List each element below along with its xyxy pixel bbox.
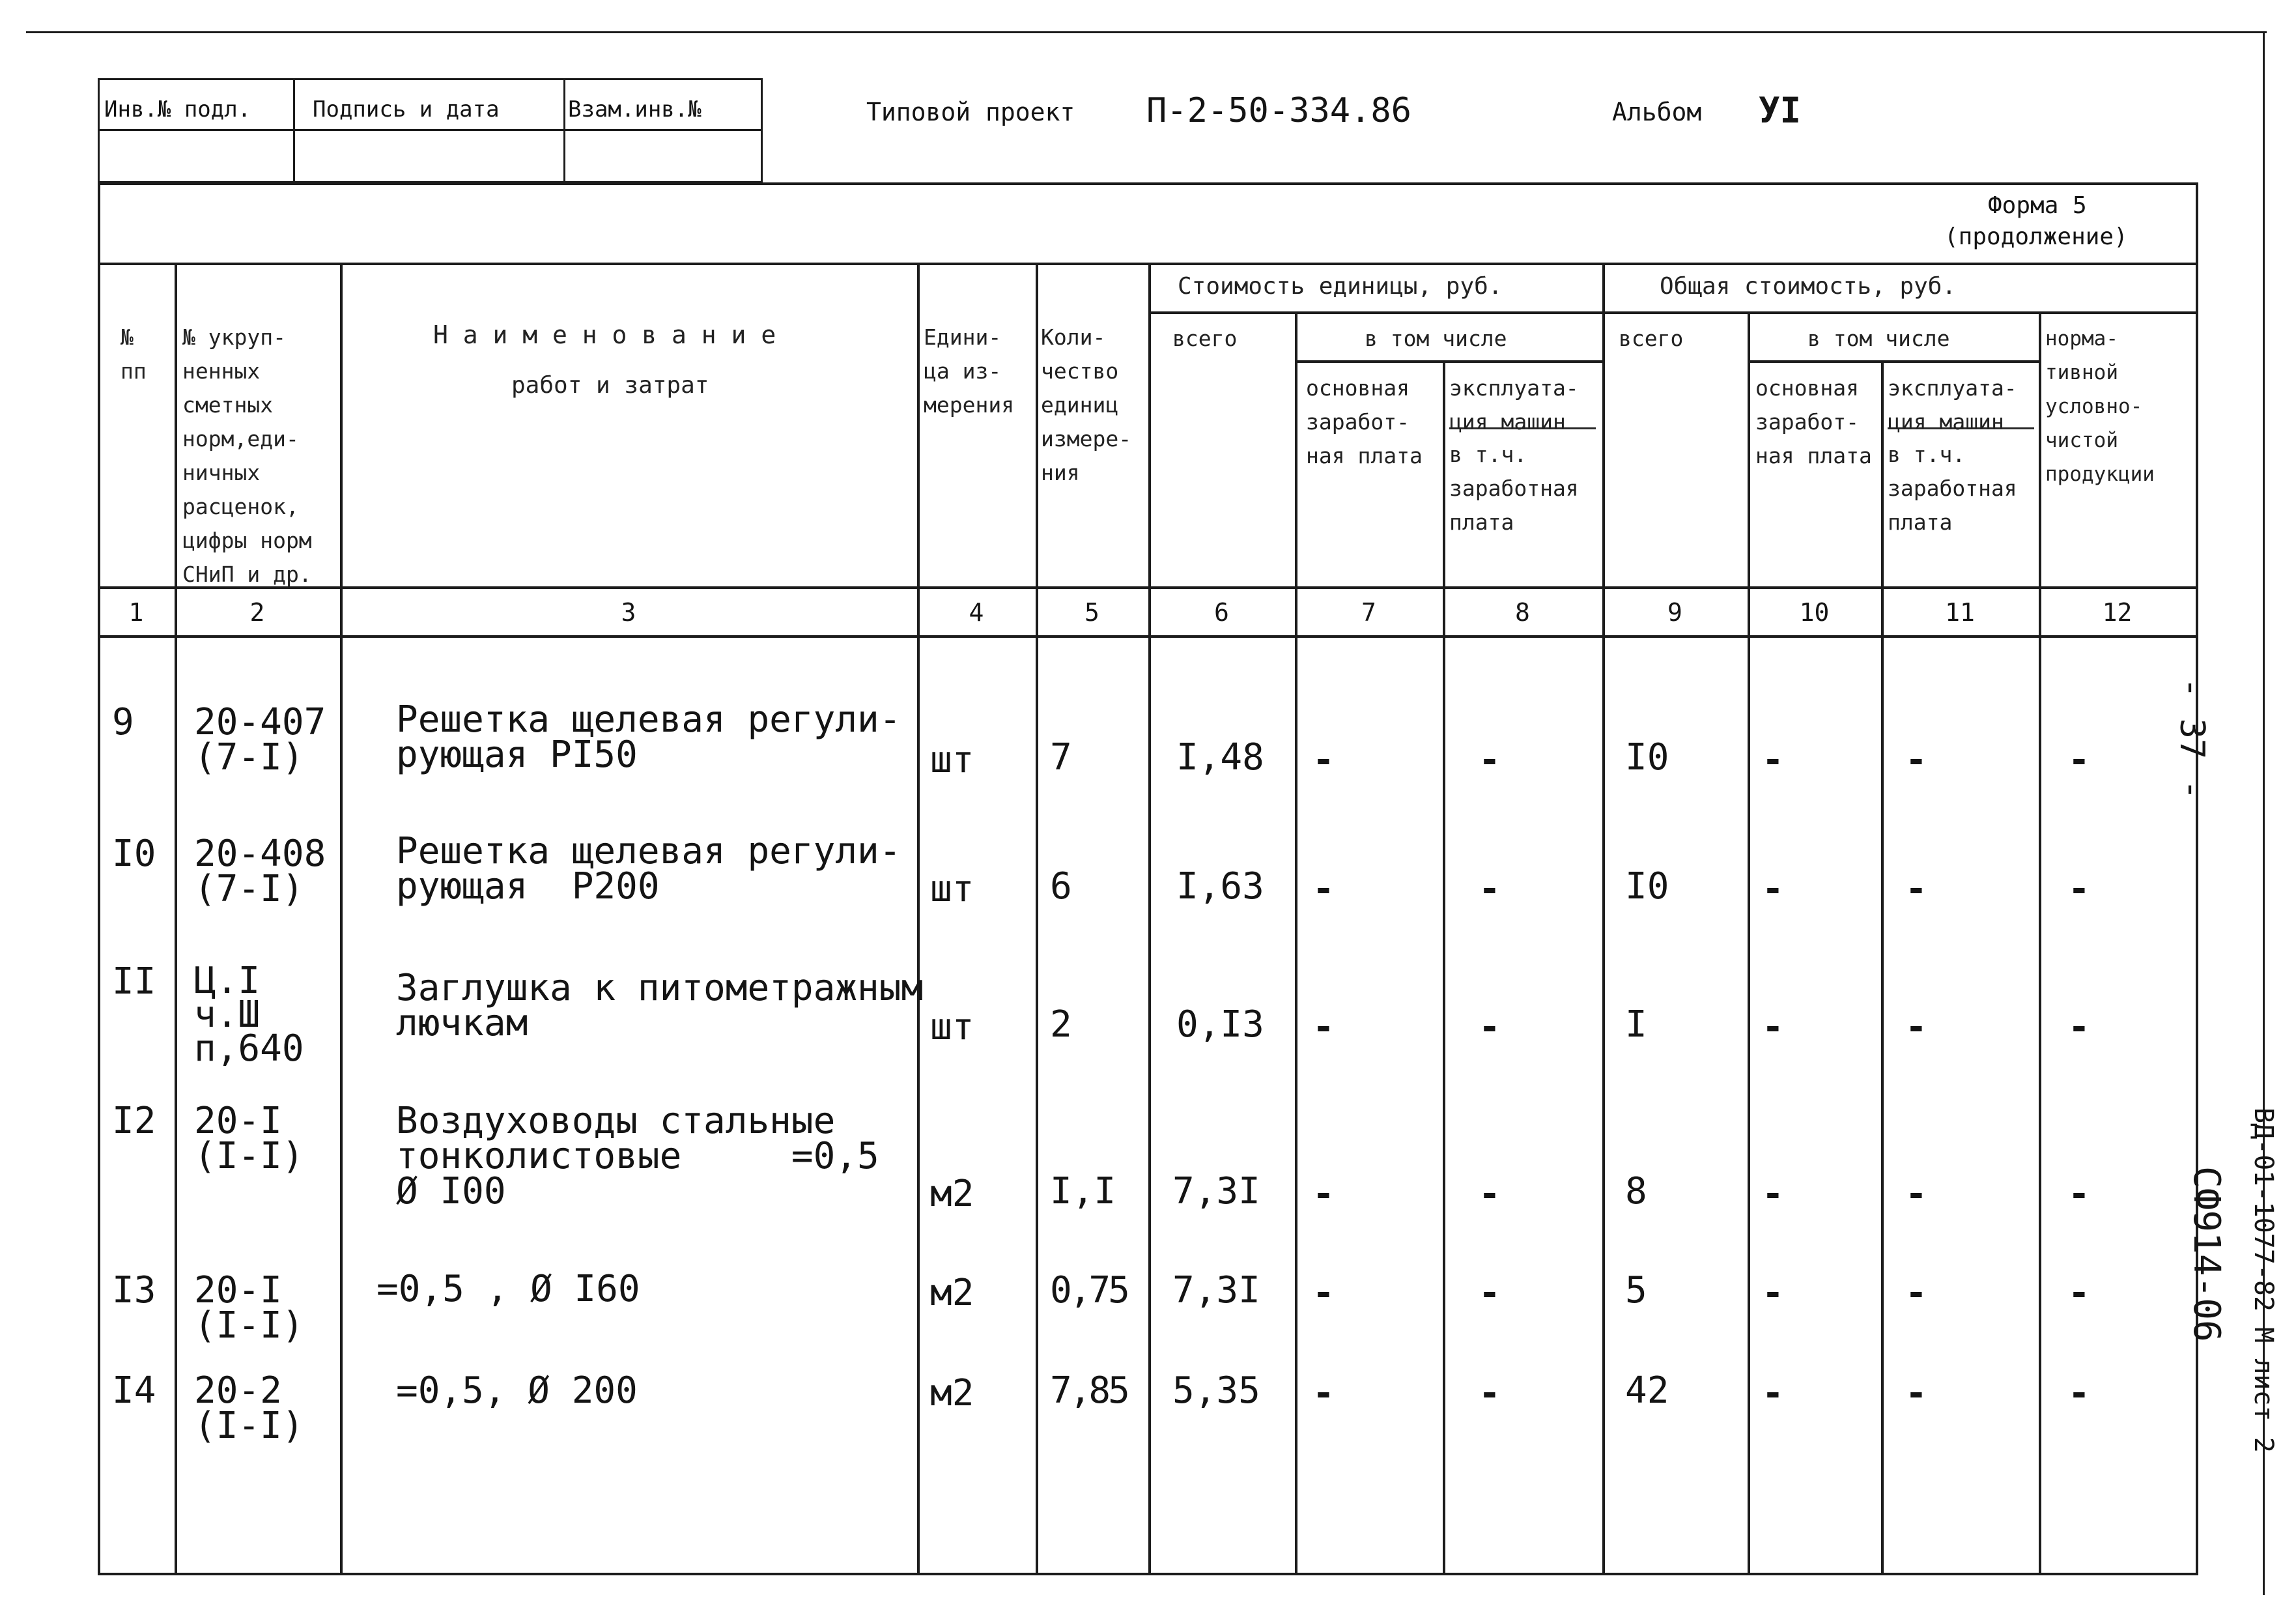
row-number: I0 xyxy=(112,833,156,875)
header-name: Н а и м е н о в а н и е xyxy=(433,321,776,349)
row-number: I4 xyxy=(112,1369,156,1412)
row-unit-machines: - xyxy=(1479,1173,1501,1215)
row-total-machines: - xyxy=(1905,1372,1927,1414)
row-net-output: - xyxy=(2068,1372,2090,1414)
row-name: Решетка щелевая регули- рующая Р200 xyxy=(396,830,901,908)
row-number: I3 xyxy=(112,1269,156,1311)
row-net-output: - xyxy=(2068,739,2090,781)
row-unit-total: 7,3I xyxy=(1172,1269,1260,1311)
row-net-output: - xyxy=(2068,1006,2090,1048)
header-name-sub: работ и затрат xyxy=(511,372,709,399)
row-total: 5 xyxy=(1625,1269,1647,1311)
header-net-output: норма- тивной условно- чистой продукции xyxy=(2045,327,2155,486)
header-total-sum: всего xyxy=(1619,326,1684,351)
row-net-output: - xyxy=(2068,1272,2090,1314)
row-unit: м2 xyxy=(930,1372,974,1414)
column-number: 10 xyxy=(1799,598,1830,627)
row-unit: шт xyxy=(930,1006,974,1048)
row-unit-total: 0,I3 xyxy=(1176,1003,1264,1046)
row-unit-total: 7,3I xyxy=(1172,1170,1260,1212)
project-code: П-2-50-334.86 xyxy=(1146,91,1411,130)
row-quantity: 0,75 xyxy=(1050,1269,1127,1311)
row-total-wage: - xyxy=(1762,1173,1784,1215)
header-total-cost: Общая стоимость, руб. xyxy=(1660,273,1957,300)
header-unit-machines: эксплуата- ция машин xyxy=(1449,375,1579,435)
row-name: Решетка щелевая регули- рующая РI50 xyxy=(396,698,901,776)
header-norm-code: № укруп- ненных сметных норм,еди- ничных расценок, цифры норм СНиП и др. xyxy=(182,324,312,587)
side-code: СФ914-06 xyxy=(2185,1166,2228,1342)
column-number: 9 xyxy=(1667,598,1682,627)
header-unit-wage: основная заработ- ная плата xyxy=(1306,375,1423,468)
row-norm-code: 20-2 (I-I) xyxy=(194,1369,304,1447)
header-unit-machine-wage: в т.ч. заработная плата xyxy=(1449,442,1579,535)
row-total: 42 xyxy=(1625,1369,1669,1412)
row-unit-wage: - xyxy=(1312,1272,1335,1314)
header-unit-total: всего xyxy=(1172,326,1238,351)
row-total: I0 xyxy=(1625,865,1669,908)
row-net-output: - xyxy=(2068,1173,2090,1215)
row-total-wage: - xyxy=(1762,868,1784,910)
album-value: УI xyxy=(1759,90,1802,131)
header-total-machine-wage: в т.ч. заработная плата xyxy=(1888,442,2017,535)
row-quantity: 6 xyxy=(1050,865,1072,908)
form-caption: Форма 5 xyxy=(1988,192,2087,219)
row-unit-machines: - xyxy=(1479,868,1501,910)
row-norm-code: 20-I (I-I) xyxy=(194,1100,304,1177)
row-unit-total: 5,35 xyxy=(1172,1369,1260,1412)
form-caption-continued: (продолжение) xyxy=(1944,223,2128,250)
row-total: 8 xyxy=(1625,1170,1647,1212)
row-number: I2 xyxy=(112,1100,156,1142)
row-unit: шт xyxy=(930,868,974,910)
row-norm-code: 20-407 (7-I) xyxy=(194,701,326,779)
stamp-replace-label: Взам.инв.№ xyxy=(568,96,702,122)
row-unit: м2 xyxy=(930,1173,974,1215)
top-border xyxy=(26,31,2267,33)
stamp-inv-label: Инв.№ подл. xyxy=(104,96,251,122)
row-total-wage: - xyxy=(1762,1372,1784,1414)
row-total-wage: - xyxy=(1762,1006,1784,1048)
row-name: =0,5, Ø 200 xyxy=(396,1369,638,1412)
column-number: 6 xyxy=(1214,598,1229,627)
column-number: 1 xyxy=(128,598,144,627)
column-number: 4 xyxy=(969,598,984,627)
stamp-sign-label: Подпись и дата xyxy=(313,96,500,122)
header-row-number: № пп xyxy=(120,324,147,384)
row-total-wage: - xyxy=(1762,1272,1784,1314)
row-total-machines: - xyxy=(1905,868,1927,910)
row-name: Заглушка к питометражным лючкам xyxy=(396,967,924,1044)
album-label: Альбом xyxy=(1612,98,1702,126)
row-norm-code: 20-408 (7-I) xyxy=(194,833,326,910)
row-quantity: 2 xyxy=(1050,1003,1072,1046)
row-total-wage: - xyxy=(1762,739,1784,781)
row-total-machines: - xyxy=(1905,1272,1927,1314)
row-unit: м2 xyxy=(930,1272,974,1314)
header-quantity: Коли- чество единиц измере- ния xyxy=(1041,324,1132,485)
header-unit-cost: Стоимость единицы, руб. xyxy=(1178,273,1503,300)
row-norm-code: 20-I (I-I) xyxy=(194,1269,304,1347)
row-norm-code: Ц.I ч.Ш п,640 xyxy=(194,960,304,1070)
row-number: 9 xyxy=(112,701,134,743)
header-total-machines: эксплуата- ция машин xyxy=(1888,375,2017,435)
row-unit-machines: - xyxy=(1479,739,1501,781)
row-unit-total: I,63 xyxy=(1176,865,1264,908)
column-number: 7 xyxy=(1361,598,1376,627)
header-total-including: в том числе xyxy=(1807,326,1950,351)
row-total: I xyxy=(1625,1003,1647,1046)
row-quantity: I,I xyxy=(1050,1170,1116,1212)
project-label: Типовой проект xyxy=(866,98,1075,126)
row-unit-total: I,48 xyxy=(1176,736,1264,779)
row-quantity: 7,85 xyxy=(1050,1369,1127,1412)
column-number: 5 xyxy=(1084,598,1099,627)
column-number: 2 xyxy=(249,598,265,627)
row-total: I0 xyxy=(1625,736,1669,779)
row-unit-machines: - xyxy=(1479,1272,1501,1314)
column-number: 8 xyxy=(1515,598,1530,627)
row-unit-machines: - xyxy=(1479,1006,1501,1048)
row-name: Воздуховоды стальные тонколистовые =0,5 Ø I00 xyxy=(396,1100,879,1212)
row-unit-wage: - xyxy=(1312,739,1335,781)
row-unit-wage: - xyxy=(1312,1173,1335,1215)
row-quantity: 7 xyxy=(1050,736,1072,779)
column-number: 3 xyxy=(621,598,636,627)
row-unit: шт xyxy=(930,739,974,781)
row-name: =0,5 , Ø I60 xyxy=(376,1268,640,1310)
row-unit-wage: - xyxy=(1312,1006,1335,1048)
row-total-machines: - xyxy=(1905,1006,1927,1048)
row-net-output: - xyxy=(2068,868,2090,910)
header-total-wage: основная заработ- ная плата xyxy=(1755,375,1872,468)
page-number: - 37 - xyxy=(2172,678,2211,800)
column-number: 12 xyxy=(2102,598,2133,627)
header-unit-including: в том числе xyxy=(1365,326,1507,351)
row-total-machines: - xyxy=(1905,1173,1927,1215)
row-total-machines: - xyxy=(1905,739,1927,781)
row-unit-machines: - xyxy=(1479,1372,1501,1414)
header-unit: Едини- ца из- мерения xyxy=(924,324,1015,418)
column-number: 11 xyxy=(1945,598,1975,627)
row-number: II xyxy=(112,960,156,1003)
row-unit-wage: - xyxy=(1312,1372,1335,1414)
row-unit-wage: - xyxy=(1312,868,1335,910)
sheet-label: ВД-01-1077-82 М лист 2 xyxy=(2248,1108,2278,1453)
